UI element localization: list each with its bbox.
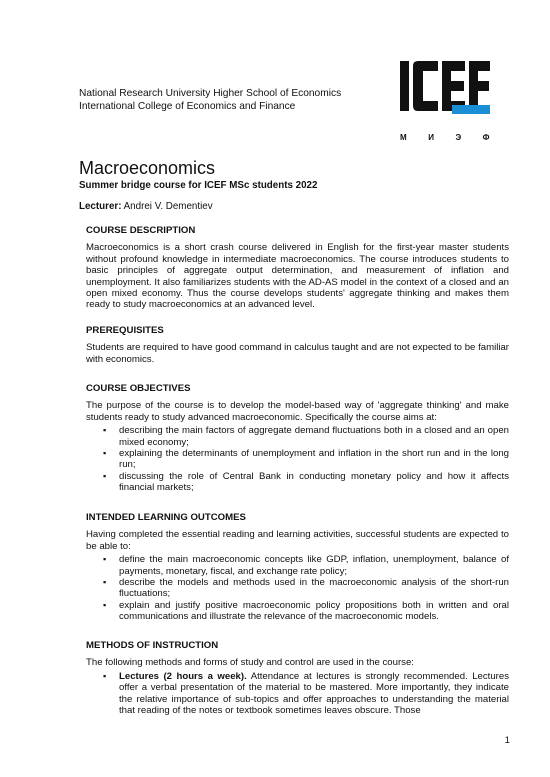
logo-letter-i <box>400 61 409 111</box>
section-heading: COURSE OBJECTIVES <box>86 383 191 394</box>
bullet-icon: ▪ <box>103 670 107 681</box>
section-course-objectives <box>79 383 509 494</box>
list-item <box>79 577 509 600</box>
institution-block <box>79 87 341 113</box>
list-item <box>79 554 509 577</box>
bullet-icon: ▪ <box>103 599 107 610</box>
institution-line-2: International College of Economics and Finance <box>79 101 296 112</box>
section-heading: PREREQUISITES <box>86 325 164 336</box>
list-item-bold: Lectures (2 hours a week). <box>119 670 247 682</box>
section-text: The following methods and forms of study and control are used in the course: <box>86 657 414 669</box>
logo-letter-e <box>442 61 465 111</box>
list-item-text: define the main macroeconomic concepts like GDP, inflation, unemployment, balance of payments, monetary, fiscal, and exchange rate policy; <box>119 554 509 577</box>
section-heading: METHODS OF INSTRUCTION <box>86 640 219 651</box>
lecturer-line <box>79 201 213 213</box>
lecturer-label: Lecturer: <box>79 201 122 212</box>
section-prerequisites <box>79 325 509 365</box>
section-text: Students are required to have good command in calculus taught and are not expected to be familiar with economics. <box>86 342 509 365</box>
methods-list <box>79 671 509 717</box>
logo-caption <box>400 133 490 142</box>
logo-caption-letter: Ф <box>482 133 490 142</box>
logo-caption-letter: М <box>400 133 408 142</box>
logo-caption-letter: И <box>428 133 435 142</box>
list-item-text: describe the models and methods used in the macroeconomic analysis of the short-run fluctuations; <box>119 577 509 600</box>
section-methods-of-instruction <box>79 640 509 716</box>
list-item-text: describing the main factors of aggregate demand fluctuations both in a closed and an open mixed economy; <box>119 425 509 448</box>
bullet-icon: ▪ <box>103 470 107 481</box>
list-item <box>79 425 509 448</box>
page-number: 1 <box>504 735 510 746</box>
bullet-icon: ▪ <box>103 577 107 588</box>
list-item <box>79 448 509 471</box>
logo-blue-bar <box>452 105 490 114</box>
section-text: Having completed the essential reading and learning activities, successful students are expected to be able to: <box>86 529 509 552</box>
list-item-text: explain and justify positive macroeconomic policy propositions both in written and oral communications and illustrate the relevance of the macroeconomic models. <box>119 599 509 623</box>
section-text: The purpose of the course is to develop the model-based way of 'aggregate thinking' and make students ready to study advanced macroeconomic. Specifically the course aims at: <box>86 400 509 423</box>
section-course-description <box>79 225 509 311</box>
logo-letter-f <box>469 61 490 111</box>
section-heading: INTENDED LEARNING OUTCOMES <box>86 512 246 523</box>
page-title: Macroeconomics <box>79 158 216 178</box>
list-item-text: Attendance at lectures is strongly recommended. Lectures offer a verbal presentation of the material to be mastered. More importantly, they indicate the relative importance of sub-topics and offer approaches to understanding the material that reading of the notes or textbook sometimes leaves obscure. Those <box>119 670 509 717</box>
logo-letter-c <box>413 61 438 111</box>
logo-caption-letter: Э <box>455 133 462 142</box>
bullet-icon: ▪ <box>103 448 107 459</box>
list-item <box>79 671 509 717</box>
section-heading: COURSE DESCRIPTION <box>86 225 196 236</box>
list-item <box>79 471 509 494</box>
list-item-text: explaining the determinants of unemployment and inflation in the short run and in the long run; <box>119 448 509 471</box>
section-text: Macroeconomics is a short crash course delivered in English for the first-year master students without profound knowledge in intermediate macroeconomics. The course introduces students to basic principles of aggregate output determination, and measurement of inflation and unemployment. It also familiarizes students with the AD-AS model in the context of a closed and an open mixed economy. Thus the course develops students' aggregate thinking and makes them ready to study macroeconomics at an advanced level. <box>86 242 509 311</box>
page-subtitle: Summer bridge course for ICEF MSc students 2022 <box>79 180 318 191</box>
list-item <box>79 600 509 623</box>
institution-line-1: National Research University Higher School of Economics <box>79 88 342 99</box>
lecturer-name: Andrei V. Dementiev <box>121 201 213 212</box>
objectives-list <box>79 425 509 493</box>
outcomes-list <box>79 554 509 622</box>
section-learning-outcomes <box>79 512 509 623</box>
list-item-text: discussing the role of Central Bank in conducting monetary policy and how it affects financial markets; <box>119 470 509 494</box>
bullet-icon: ▪ <box>103 554 107 565</box>
bullet-icon: ▪ <box>103 425 107 436</box>
